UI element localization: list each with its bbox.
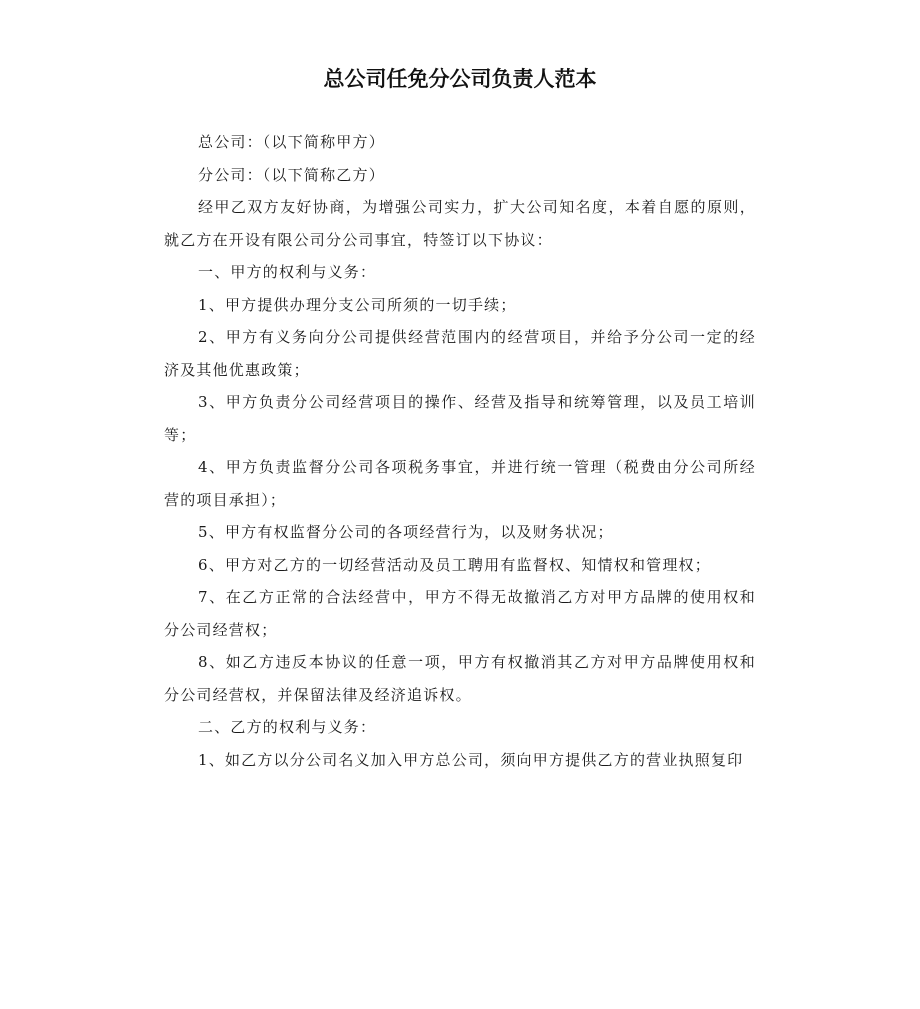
document-body [164, 126, 756, 776]
section-heading-party-b: 二、乙方的权利与义务： [198, 718, 377, 736]
paragraph-head-office: 总公司：（以下简称甲方） [198, 133, 385, 151]
clause-a-7: 7、在乙方正常的合法经营中，甲方不得无故撤消乙方对甲方品牌的使用权和分公司经营权； [164, 588, 756, 639]
document-title: 总公司任免分公司负责人范本 [323, 67, 597, 91]
clause-a-6: 6、甲方对乙方的一切经营活动及员工聘用有监督权、知情权和管理权； [198, 555, 711, 574]
clause-a-1: 1、甲方提供办理分支公司所须的一切手续； [198, 295, 517, 314]
paragraph-branch-office: 分公司：（以下简称乙方） [198, 165, 385, 184]
clause-a-2: 2、甲方有义务向分公司提供经营范围内的经营项目，并给予分公司一定的经济及其他优惠政策； [164, 328, 756, 379]
section-heading-party-a: 一、甲方的权利与义务： [198, 263, 377, 281]
clause-a-3: 3、甲方负责分公司经营项目的操作、经营及指导和统筹管理，以及员工培训等； [164, 393, 756, 444]
clause-a-5: 5、甲方有权监督分公司的各项经营行为，以及财务状况； [198, 523, 614, 541]
clause-a-4: 4、甲方负责监督分公司各项税务事宜，并进行统一管理（税费由分公司所经营的项目承担）； [164, 458, 756, 509]
clause-a-8: 8、如乙方违反本协议的任意一项，甲方有权撤消其乙方对甲方品牌使用权和分公司经营权，并保留法律及经济追诉权。 [164, 653, 756, 704]
paragraph-preamble: 经甲乙双方友好协商，为增强公司实力，扩大公司知名度，本着自愿的原则，就乙方在开设有限公司分公司事宜，特签订以下协议： [164, 198, 756, 249]
clause-b-1: 1、如乙方以分公司名义加入甲方总公司，须向甲方提供乙方的营业执照复印 [198, 750, 744, 769]
